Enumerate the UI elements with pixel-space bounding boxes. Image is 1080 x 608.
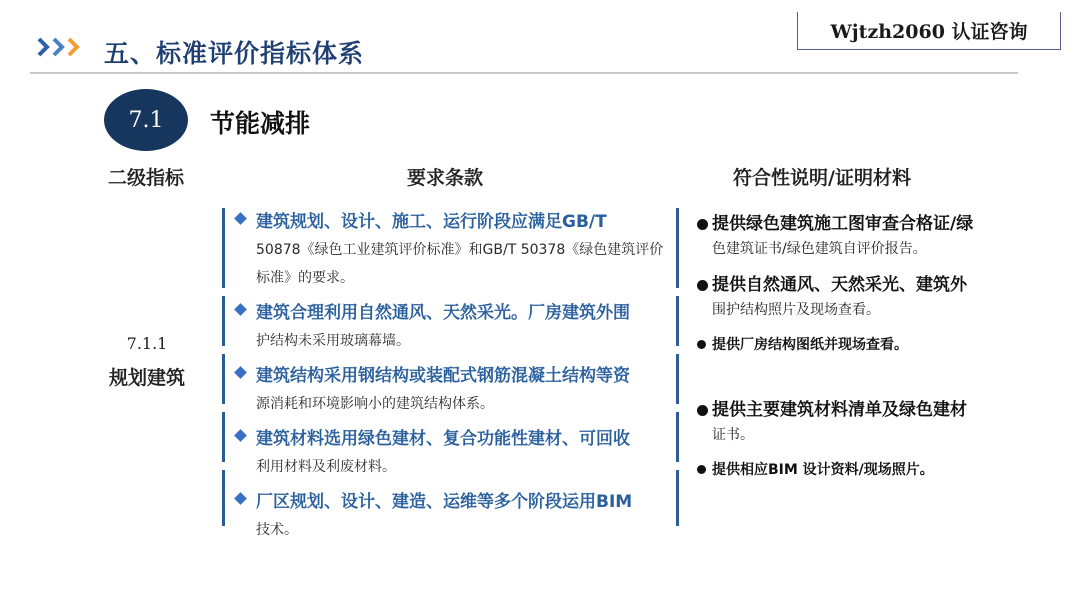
subsection-title: 节能减排 — [210, 109, 311, 138]
diamond-bullet-icon — [234, 212, 247, 225]
level2-indicator — [92, 334, 202, 390]
evidence-main: 提供相应BIM 设计资料/现场照片。 — [712, 462, 934, 478]
evidence-item — [697, 272, 1022, 322]
evidence-item — [697, 457, 1022, 483]
requirement-item — [234, 488, 672, 544]
requirement-item — [234, 299, 672, 355]
evidence-item — [697, 332, 1022, 358]
requirement-bar — [676, 208, 679, 288]
requirement-bar — [676, 296, 679, 346]
requirement-cont: 护结构未采用玻璃幕墙。 — [256, 333, 410, 349]
requirement-bar — [676, 412, 679, 462]
bullet-dot-icon — [697, 405, 708, 416]
requirement-bar — [222, 470, 225, 526]
requirement-cont: 50878《绿色工业建筑评价标准》和GB/T 50378《绿色建筑评价标准》的要求。 — [256, 242, 664, 286]
column-header-level2: 二级指标 — [108, 167, 185, 189]
requirement-bar — [222, 296, 225, 346]
requirement-bar — [222, 208, 225, 288]
requirement-main: 建筑结构采用钢结构或装配式钢筋混凝土结构等资 — [256, 366, 630, 386]
evidence-main: 提供厂房结构图纸并现场查看。 — [712, 337, 908, 353]
subsection-number-badge: 7.1 — [104, 89, 188, 151]
bullet-dot-icon — [697, 465, 706, 474]
diamond-bullet-icon — [234, 303, 247, 316]
diamond-bullet-icon — [234, 492, 247, 505]
evidence-cont: 围护结构照片及现场查看。 — [712, 302, 880, 318]
requirement-bar — [676, 354, 679, 404]
chevron-triple-right-icon — [36, 36, 88, 58]
diamond-bullet-icon — [234, 429, 247, 442]
section-title: 五、标准评价指标体系 — [104, 39, 365, 68]
requirement-main: 建筑材料选用绿色建材、复合功能性建材、可回收 — [256, 429, 630, 449]
level2-code: 7.1.1 — [126, 334, 168, 353]
evidence-cont: 证书。 — [712, 427, 754, 443]
bullet-dot-icon — [697, 219, 708, 230]
requirement-cont: 利用材料及利废材料。 — [256, 459, 396, 475]
requirement-main: 建筑规划、设计、施工、运行阶段应满足GB/T — [256, 212, 607, 232]
brand-label: Wjtzh2060 认证咨询 — [797, 12, 1061, 50]
bullet-dot-icon — [697, 340, 706, 349]
requirements-list — [234, 208, 672, 551]
column-header-requirements: 要求条款 — [407, 167, 484, 189]
diamond-bullet-icon — [234, 366, 247, 379]
requirement-main: 厂区规划、设计、建造、运维等多个阶段运用BIM — [256, 492, 633, 512]
column-header-evidence: 符合性说明/证明材料 — [733, 167, 911, 189]
bullet-dot-icon — [697, 280, 708, 291]
requirement-bar — [222, 354, 225, 404]
evidence-main: 提供主要建筑材料清单及绿色建材 — [712, 400, 967, 420]
requirement-cont: 源消耗和环境影响小的建筑结构体系。 — [256, 396, 494, 412]
evidence-item — [697, 211, 1022, 261]
header-divider — [30, 72, 1018, 74]
requirement-item — [234, 425, 672, 481]
evidence-main: 提供绿色建筑施工图审查合格证/绿 — [712, 214, 974, 234]
level2-name: 规划建筑 — [108, 367, 185, 389]
requirement-bar — [222, 412, 225, 462]
requirement-cont: 技术。 — [256, 522, 298, 538]
evidence-cont: 色建筑证书/绿色建筑自评价报告。 — [712, 241, 927, 257]
evidence-item — [697, 397, 1022, 447]
requirement-bar — [676, 470, 679, 526]
requirement-item — [234, 208, 672, 292]
requirement-main: 建筑合理利用自然通风、天然采光。厂房建筑外围 — [256, 303, 630, 323]
requirement-item — [234, 362, 672, 418]
evidence-main: 提供自然通风、天然采光、建筑外 — [712, 275, 967, 295]
